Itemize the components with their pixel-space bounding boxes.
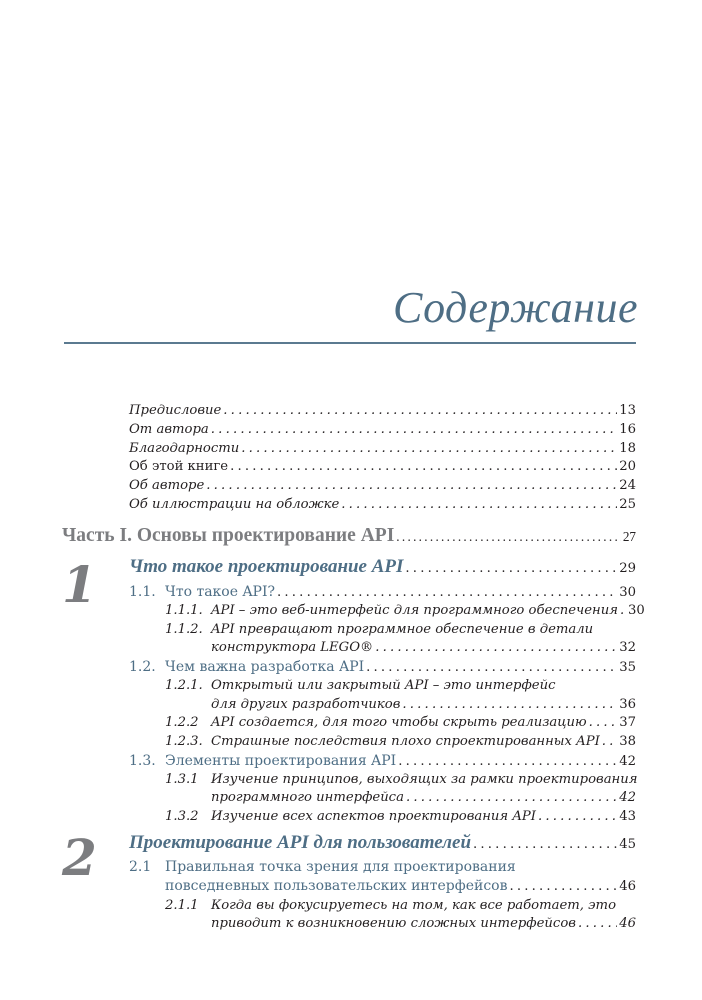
toc-entry-label: Об иллюстрации на обложке bbox=[129, 497, 340, 512]
toc-entry-cover-illustration[interactable] bbox=[129, 497, 636, 512]
toc-section-number: 1.3. bbox=[129, 753, 156, 769]
toc-subsection-number: 1.1.2. bbox=[165, 622, 203, 637]
toc-page-number: 13 bbox=[619, 403, 636, 418]
toc-chapter-title: Проектирование API для пользователей bbox=[129, 832, 472, 853]
toc-page-number: 46 bbox=[619, 879, 636, 894]
toc-entry-label: Об авторе bbox=[129, 478, 205, 493]
toc-entry-label: Предисловие bbox=[129, 403, 222, 418]
toc-subsection-title-line1: Изучение принципов, выходящих за рамки проектирования bbox=[211, 772, 638, 787]
toc-subsection-title: API создается, для того чтобы скрыть реализацию bbox=[211, 715, 587, 730]
toc-page-number: 42 bbox=[619, 754, 636, 769]
toc-chapter-title: Что такое проектирование API bbox=[129, 556, 404, 577]
toc-subsection-title-line2: приводит к возникновению сложных интерфейсов bbox=[211, 916, 576, 931]
toc-subsection-title: Страшные последствия плохо спроектированных API bbox=[211, 734, 600, 749]
toc-page-number: 29 bbox=[619, 561, 636, 576]
toc-section-title: Элементы проектирования API bbox=[165, 753, 397, 769]
toc-entry-label: Об этой книге bbox=[129, 459, 229, 474]
toc-section-title: Что такое API? bbox=[165, 584, 276, 600]
toc-part-1[interactable] bbox=[62, 525, 636, 547]
toc-page-number: 32 bbox=[619, 640, 636, 655]
toc-subsection-title-line2: программного интерфейса bbox=[211, 790, 404, 805]
toc-section-title-line1: Правильная точка зрения для проектирования bbox=[165, 859, 516, 875]
toc-subsection-number: 1.3.1 bbox=[165, 772, 199, 787]
toc-subsection-1-3-2[interactable] bbox=[211, 809, 636, 824]
toc-section-2-1[interactable] bbox=[165, 878, 636, 894]
toc-section-1-2[interactable] bbox=[165, 659, 636, 675]
toc-subsection-number: 1.2.1. bbox=[165, 678, 203, 693]
toc-page-number: 35 bbox=[619, 660, 636, 675]
toc-page-number: 36 bbox=[619, 697, 636, 712]
title-rule bbox=[64, 342, 636, 344]
toc-subsection-title-line1: Когда вы фокусируетесь на том, как все работает, это bbox=[211, 898, 617, 913]
toc-entry-from-author[interactable] bbox=[129, 422, 636, 437]
page-title: Содержание bbox=[392, 283, 638, 332]
toc-page-number: 42 bbox=[619, 790, 636, 805]
toc-page-number: 43 bbox=[619, 809, 636, 824]
toc-entry-label: От автора bbox=[129, 422, 209, 437]
toc-entry-about-author[interactable] bbox=[129, 478, 636, 493]
toc-section-title: Чем важна разработка API bbox=[165, 659, 365, 675]
toc-chapter-1[interactable] bbox=[129, 556, 636, 578]
toc-entry-label: Благодарности bbox=[129, 441, 240, 456]
toc-section-number: 1.2. bbox=[129, 659, 156, 675]
toc-section-1-3[interactable] bbox=[165, 753, 636, 769]
toc-page-number: 25 bbox=[619, 497, 636, 512]
toc-subsection-number: 1.2.2 bbox=[165, 715, 199, 730]
toc-subsection-1-2-1[interactable] bbox=[211, 697, 636, 712]
toc-page-number: 27 bbox=[622, 529, 636, 544]
toc-subsection-title-line1: Открытый или закрытый API – это интерфейс bbox=[211, 678, 556, 693]
toc-subsection-number: 1.1.1. bbox=[165, 603, 203, 618]
toc-chapter-2[interactable] bbox=[129, 832, 636, 854]
toc-subsection-2-1-1[interactable] bbox=[211, 916, 636, 931]
toc-section-number: 1.1. bbox=[129, 584, 156, 600]
toc-page-number: 38 bbox=[619, 734, 636, 749]
toc-subsection-1-2-2[interactable] bbox=[211, 715, 636, 730]
toc-section-1-1[interactable] bbox=[165, 584, 636, 600]
toc-page-number: 46 bbox=[619, 916, 636, 931]
toc-page-number: 20 bbox=[619, 459, 636, 474]
toc-page-number: 30 bbox=[619, 585, 636, 600]
toc-subsection-title-line2: для других разработчиков bbox=[211, 697, 401, 712]
toc-subsection-number: 2.1.1 bbox=[165, 898, 199, 913]
toc-entry-acknowledgements[interactable] bbox=[129, 441, 636, 456]
toc-entry-about-book[interactable] bbox=[129, 459, 636, 474]
toc-subsection-title: Изучение всех аспектов проектирования API bbox=[211, 809, 536, 824]
toc-subsection-title-line1: API превращают программное обеспечение в детали bbox=[211, 622, 594, 637]
toc-page-number: 16 bbox=[619, 422, 636, 437]
toc-page-number: 45 bbox=[619, 837, 636, 852]
toc-subsection-title: API – это веб-интерфейс для программного обеспечения bbox=[211, 603, 618, 618]
chapter-number-2: 2 bbox=[62, 828, 97, 887]
chapter-number-1: 1 bbox=[62, 555, 97, 614]
toc-part-label: Часть I. Основы проектирование API bbox=[62, 525, 395, 546]
toc-page-number: 37 bbox=[619, 715, 636, 730]
toc-page-number: 24 bbox=[619, 478, 636, 493]
toc-subsection-number: 1.2.3. bbox=[165, 734, 203, 749]
toc-subsection-title-line2: конструктора LEGO® bbox=[211, 640, 374, 655]
toc-page-number: 30 bbox=[627, 603, 645, 618]
toc-section-number: 2.1 bbox=[129, 859, 152, 875]
toc-page-number: 18 bbox=[619, 441, 636, 456]
toc-subsection-1-2-3[interactable] bbox=[211, 734, 636, 749]
toc-subsection-1-1-2[interactable] bbox=[211, 640, 636, 655]
toc-entry-preface[interactable] bbox=[129, 403, 636, 418]
toc-subsection-number: 1.3.2 bbox=[165, 809, 199, 824]
toc-section-title-line2: повседневных пользовательских интерфейсов bbox=[165, 878, 508, 894]
toc-subsection-1-1-1[interactable] bbox=[211, 603, 645, 618]
toc-subsection-1-3-1[interactable] bbox=[211, 790, 636, 805]
